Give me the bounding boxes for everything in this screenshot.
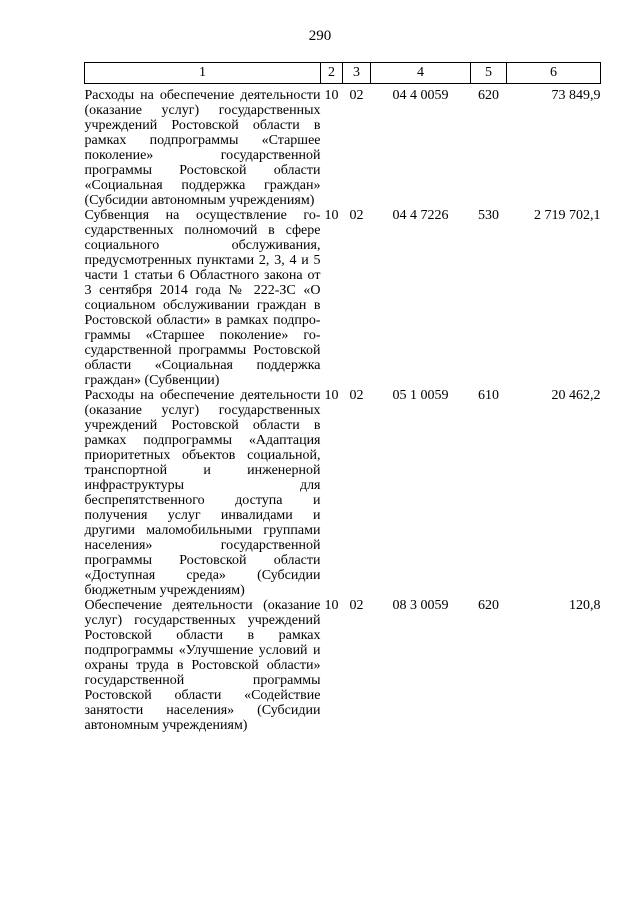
table-row — [85, 598, 601, 733]
table-row — [85, 388, 601, 598]
row-description: Обеспечение деятельности (оказание услуг) государственных учреждений Ростовской области в рамках подпрограммы «Улучшение условий и охраны труда в Ростовской области» государственной программы Ростовской области «Содействие занятости населения» (Субсидии автономным учреждениям) — [84, 598, 321, 733]
row-amount: 120,8 — [569, 598, 601, 613]
table-header-row — [85, 63, 601, 84]
row-amount: 73 849,9 — [551, 88, 601, 103]
row-expense-type: 620 — [478, 598, 499, 613]
row-section: 10 — [324, 598, 339, 613]
row-subsection: 02 — [349, 388, 364, 403]
budget-table — [84, 62, 601, 733]
column-header: 5 — [471, 63, 507, 84]
row-expense-type: 610 — [478, 388, 499, 403]
row-amount: 20 462,2 — [551, 388, 601, 403]
column-header: 1 — [85, 63, 321, 84]
row-subsection: 02 — [349, 598, 364, 613]
row-target-article: 04 4 7226 — [392, 208, 449, 223]
column-header: 4 — [371, 63, 471, 84]
row-section: 10 — [324, 388, 339, 403]
table-row — [85, 84, 601, 209]
row-amount: 2 719 702,1 — [534, 208, 601, 223]
row-subsection: 02 — [349, 208, 364, 223]
column-header: 2 — [321, 63, 343, 84]
row-target-article: 04 4 0059 — [392, 88, 449, 103]
row-target-article: 08 3 0059 — [392, 598, 449, 613]
row-description: Расходы на обеспечение деятельности (оказание услуг) государственных учреждений Ростовской области в рамках подпрограммы «Старшее поколение» государственной программы Ростовской области «Социальная поддержка граждан» (Субсидии автономным учреждениям) — [84, 88, 321, 208]
row-description: Субвенция на осуществление государственных полномочий в сфере социального обслуживания, предусмотренных пунктами 2, 3, 4 и 5 части 1 статьи 6 Областного закона от 3 сентября 2014 года № 222-ЗС «О социальном обслуживании граждан в Ростовской области» в рамках подпрограммы «Старшее поколение» государственной программы Ростовской области «Социальная поддержка граждан» (Субвенции) — [84, 208, 321, 388]
column-header: 6 — [507, 63, 601, 84]
row-description: Расходы на обеспечение деятельности (оказание услуг) государственных учреждений Ростовской области в рамках подпрограммы «Адаптация приоритетных объектов социальной, транспортной и инженерной инфраструктуры для беспрепятственного доступа и получения услуг инвалидами и другими маломобильными группами населения» государственной программы Ростовской области «Доступная среда» (Субсидии бюджетным учреждениям) — [84, 388, 321, 598]
page-number: 290 — [308, 28, 332, 44]
row-target-article: 05 1 0059 — [392, 388, 449, 403]
row-expense-type: 530 — [478, 208, 499, 223]
row-section: 10 — [324, 208, 339, 223]
row-subsection: 02 — [349, 88, 364, 103]
row-section: 10 — [324, 88, 339, 103]
table-row — [85, 208, 601, 388]
row-expense-type: 620 — [478, 88, 499, 103]
column-header: 3 — [343, 63, 371, 84]
